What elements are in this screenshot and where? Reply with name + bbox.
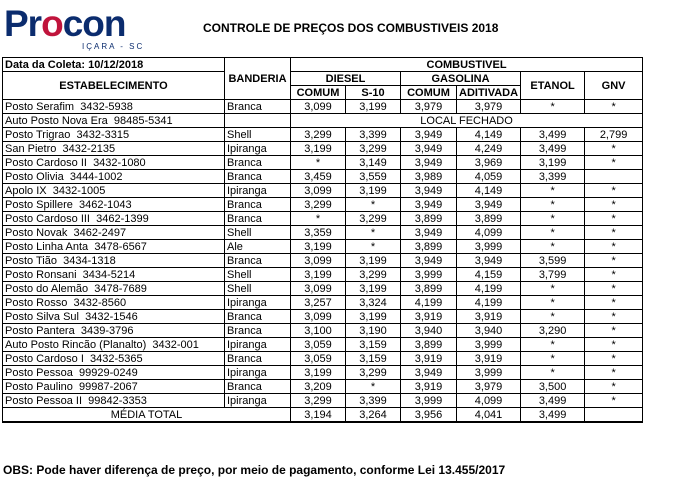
station-cell — [3, 142, 225, 156]
gasolina-comum-cell: 3,949 — [401, 254, 457, 268]
gnv-cell: * — [585, 380, 643, 394]
gasolina-aditivada-cell: 3,979 — [457, 380, 521, 394]
station-cell — [3, 226, 225, 240]
total-etanol: 3,499 — [521, 408, 585, 423]
date-label: Data da Coleta: 10/12/2018 — [3, 58, 225, 72]
station-name: Posto Spillere — [5, 198, 73, 211]
bandeira-cell: Branca — [225, 254, 291, 268]
table-row — [3, 352, 643, 366]
gnv-cell: * — [585, 156, 643, 170]
header-diesel-s10: S-10 — [346, 86, 401, 100]
station-cell — [3, 380, 225, 394]
diesel-s10-cell: 3,149 — [346, 156, 401, 170]
station-name: Posto Cardoso II — [5, 156, 87, 169]
gasolina-comum-cell: 3,899 — [401, 240, 457, 254]
station-cell — [3, 114, 225, 128]
diesel-comum-cell: 3,459 — [291, 170, 346, 184]
diesel-comum-cell: 3,099 — [291, 310, 346, 324]
gasolina-aditivada-cell: 3,899 — [457, 212, 521, 226]
station-phone: 3478-6567 — [94, 240, 147, 253]
diesel-s10-cell: 3,299 — [346, 268, 401, 282]
bandeira-cell: Shell — [225, 268, 291, 282]
bandeira-cell: Ipiranga — [225, 338, 291, 352]
table-row — [3, 366, 643, 380]
diesel-comum-cell: 3,099 — [291, 254, 346, 268]
gnv-cell: * — [585, 324, 643, 338]
etanol-cell: 3,399 — [521, 170, 585, 184]
diesel-s10-cell: 3,199 — [346, 100, 401, 114]
station-name: Posto Tião — [5, 254, 57, 267]
diesel-comum-cell: 3,199 — [291, 268, 346, 282]
etanol-cell: * — [521, 310, 585, 324]
station-name: Posto Silva Sul — [5, 310, 79, 323]
gasolina-aditivada-cell: 4,059 — [457, 170, 521, 184]
station-cell — [3, 198, 225, 212]
station-phone: 3434-5214 — [82, 268, 136, 281]
station-cell — [3, 352, 225, 366]
bandeira-cell: Ipiranga — [225, 296, 291, 310]
station-name: Posto Cardoso III — [5, 212, 90, 225]
header-etanol: ETANOL — [521, 72, 585, 100]
diesel-s10-cell: 3,159 — [346, 352, 401, 366]
station-phone: 3432-8560 — [73, 296, 127, 309]
gasolina-comum-cell: 3,919 — [401, 352, 457, 366]
gnv-cell: 2,799 — [585, 128, 643, 142]
etanol-cell: 3,500 — [521, 380, 585, 394]
diesel-comum-cell: 3,199 — [291, 142, 346, 156]
table-row — [3, 324, 643, 338]
total-gnv — [585, 408, 643, 423]
gasolina-aditivada-cell: 4,159 — [457, 268, 521, 282]
gasolina-aditivada-cell: 4,249 — [457, 142, 521, 156]
station-name: Posto Pantera — [5, 324, 75, 337]
gasolina-aditivada-cell: 3,919 — [457, 310, 521, 324]
table-row — [3, 268, 643, 282]
bandeira-cell: Branca — [225, 156, 291, 170]
diesel-comum-cell: 3,099 — [291, 184, 346, 198]
gasolina-comum-cell: 3,899 — [401, 338, 457, 352]
gnv-cell: * — [585, 268, 643, 282]
price-table — [2, 57, 643, 423]
header-estabelecimento: ESTABELECIMENTO — [3, 72, 225, 100]
header-diesel: DIESEL — [291, 72, 401, 86]
bandeira-cell: Ale — [225, 240, 291, 254]
station-name: Posto Serafim — [5, 100, 75, 113]
footer-note: OBS: Pode haver diferença de preço, por meio de pagamento, conforme Lei 13.455/2017 — [3, 463, 506, 477]
diesel-comum-cell: 3,359 — [291, 226, 346, 240]
table-row — [3, 114, 643, 128]
bandeira-cell: Shell — [225, 226, 291, 240]
diesel-comum-cell: 3,099 — [291, 282, 346, 296]
station-phone: 98485-5341 — [113, 114, 173, 127]
gnv-cell: * — [585, 100, 643, 114]
bandeira-cell: Branca — [225, 100, 291, 114]
station-name: Posto Paulino — [5, 380, 73, 393]
gnv-cell: * — [585, 226, 643, 240]
logo-heart-o: o — [41, 3, 63, 44]
station-cell — [3, 254, 225, 268]
page-header — [0, 0, 682, 57]
gnv-cell: * — [585, 198, 643, 212]
bandeira-cell — [225, 114, 291, 128]
table-row — [3, 282, 643, 296]
etanol-cell: * — [521, 240, 585, 254]
header-gasolina-aditivada: ADITIVADA — [457, 86, 521, 100]
etanol-cell: * — [521, 184, 585, 198]
station-cell — [3, 240, 225, 254]
diesel-comum-cell: 3,299 — [291, 394, 346, 408]
gasolina-comum-cell: 3,949 — [401, 184, 457, 198]
diesel-comum-cell: 3,209 — [291, 380, 346, 394]
gasolina-aditivada-cell: 4,199 — [457, 296, 521, 310]
station-phone: 3462-2497 — [73, 226, 127, 239]
table-row — [3, 128, 643, 142]
diesel-comum-cell: 3,059 — [291, 352, 346, 366]
station-cell — [3, 394, 225, 408]
gasolina-comum-cell: 4,199 — [401, 296, 457, 310]
station-phone: 3432-3315 — [76, 128, 130, 141]
bandeira-cell: Branca — [225, 170, 291, 184]
diesel-s10-cell: 3,559 — [346, 170, 401, 184]
diesel-comum-cell: 3,257 — [291, 296, 346, 310]
station-cell — [3, 184, 225, 198]
table-row — [3, 212, 643, 226]
procon-logo — [4, 2, 154, 54]
diesel-comum-cell: * — [291, 156, 346, 170]
total-gasolina-aditivada: 4,041 — [457, 408, 521, 423]
station-cell — [3, 282, 225, 296]
bandeira-cell: Ipiranga — [225, 142, 291, 156]
gasolina-aditivada-cell: 4,099 — [457, 226, 521, 240]
etanol-cell: 3,799 — [521, 268, 585, 282]
gasolina-comum-cell: 3,949 — [401, 156, 457, 170]
diesel-s10-cell: * — [346, 380, 401, 394]
station-phone: 3432-1546 — [85, 310, 138, 323]
diesel-s10-cell: * — [346, 240, 401, 254]
header-gasolina: GASOLINA — [401, 72, 521, 86]
station-cell — [3, 170, 225, 184]
total-diesel-s10: 3,264 — [346, 408, 401, 423]
etanol-cell: * — [521, 282, 585, 296]
etanol-cell: * — [521, 226, 585, 240]
diesel-s10-cell: 3,199 — [346, 282, 401, 296]
diesel-s10-cell: * — [346, 198, 401, 212]
gasolina-aditivada-cell: 4,199 — [457, 282, 521, 296]
table-row — [3, 142, 643, 156]
logo-subtitle: IÇARA - SC — [82, 42, 145, 51]
bandeira-cell: Branca — [225, 198, 291, 212]
station-name: Posto Pessoa II — [5, 394, 83, 407]
gasolina-comum-cell: 3,999 — [401, 394, 457, 408]
gasolina-comum-cell: 3,949 — [401, 366, 457, 380]
station-phone: 3432-1005 — [52, 184, 106, 197]
gnv-cell: * — [585, 142, 643, 156]
gasolina-comum-cell: 3,979 — [401, 100, 457, 114]
gasolina-comum-cell: 3,899 — [401, 282, 457, 296]
gnv-cell: * — [585, 338, 643, 352]
diesel-comum-cell: 3,299 — [291, 198, 346, 212]
diesel-s10-cell: 3,299 — [346, 142, 401, 156]
table-row — [3, 226, 643, 240]
gnv-cell: * — [585, 240, 643, 254]
etanol-cell: 3,599 — [521, 254, 585, 268]
diesel-comum-cell: 3,299 — [291, 128, 346, 142]
gnv-cell: * — [585, 282, 643, 296]
diesel-s10-cell: 3,324 — [346, 296, 401, 310]
station-name: San Pietro — [5, 142, 57, 155]
header-combustivel: COMBUSTIVEL — [291, 58, 643, 72]
station-cell — [3, 100, 225, 114]
etanol-cell: * — [521, 212, 585, 226]
station-name: Posto do Alemão — [5, 282, 89, 295]
gasolina-aditivada-cell: 4,149 — [457, 184, 521, 198]
closed-cell: LOCAL FECHADO — [291, 114, 643, 128]
gasolina-comum-cell: 3,949 — [401, 128, 457, 142]
diesel-s10-cell: 3,199 — [346, 184, 401, 198]
diesel-s10-cell: 3,299 — [346, 212, 401, 226]
gasolina-comum-cell: 3,989 — [401, 170, 457, 184]
gnv-cell: * — [585, 352, 643, 366]
etanol-cell: 3,199 — [521, 156, 585, 170]
table-row — [3, 296, 643, 310]
gasolina-aditivada-cell: 3,940 — [457, 324, 521, 338]
etanol-cell: * — [521, 100, 585, 114]
diesel-s10-cell: 3,399 — [346, 128, 401, 142]
station-name: Posto Linha Anta — [5, 240, 89, 253]
gnv-cell — [585, 170, 643, 184]
diesel-s10-cell: 3,299 — [346, 366, 401, 380]
etanol-cell: 3,499 — [521, 142, 585, 156]
logo-wordmark: Procon — [4, 3, 126, 44]
table-row — [3, 198, 643, 212]
station-cell — [3, 212, 225, 226]
station-name: Posto Ronsani — [5, 268, 77, 281]
station-name: Posto Pessoa — [5, 366, 73, 379]
etanol-cell: * — [521, 198, 585, 212]
station-phone: 3478-7689 — [94, 282, 147, 295]
etanol-cell: 3,499 — [521, 128, 585, 142]
total-gasolina-comum: 3,956 — [401, 408, 457, 423]
station-name: Apolo IX — [5, 184, 47, 197]
gasolina-comum-cell: 3,999 — [401, 268, 457, 282]
gasolina-comum-cell: 3,899 — [401, 212, 457, 226]
station-phone: 3444-1002 — [69, 170, 123, 183]
diesel-s10-cell: 3,199 — [346, 254, 401, 268]
bandeira-cell: Shell — [225, 128, 291, 142]
etanol-cell: 3,499 — [521, 394, 585, 408]
station-name: Posto Trigrao — [5, 128, 71, 141]
station-name: Auto Posto Nova Era — [5, 114, 108, 127]
station-phone: 3432-001 — [152, 338, 199, 351]
table-row — [3, 100, 643, 114]
station-name: Posto Olivia — [5, 170, 64, 183]
total-row — [3, 408, 643, 423]
table-row — [3, 170, 643, 184]
gnv-cell: * — [585, 212, 643, 226]
station-phone: 3462-1399 — [96, 212, 149, 225]
diesel-s10-cell: 3,159 — [346, 338, 401, 352]
table-row — [3, 254, 643, 268]
bandeira-cell: Ipiranga — [225, 394, 291, 408]
table-row — [3, 394, 643, 408]
bandeira-cell: Branca — [225, 324, 291, 338]
diesel-s10-cell: * — [346, 226, 401, 240]
gasolina-comum-cell: 3,949 — [401, 198, 457, 212]
etanol-cell: 3,290 — [521, 324, 585, 338]
station-name: Posto Rosso — [5, 296, 68, 309]
station-phone: 3462-1043 — [79, 198, 132, 211]
station-cell — [3, 310, 225, 324]
bandeira-cell: Branca — [225, 212, 291, 226]
diesel-comum-cell: 3,059 — [291, 338, 346, 352]
bandeira-cell: Ipiranga — [225, 184, 291, 198]
station-cell — [3, 156, 225, 170]
gnv-cell: * — [585, 184, 643, 198]
total-label: MÉDIA TOTAL — [3, 408, 291, 423]
etanol-cell: * — [521, 338, 585, 352]
bandeira-cell: Ipiranga — [225, 366, 291, 380]
gasolina-aditivada-cell: 3,949 — [457, 198, 521, 212]
diesel-comum-cell: 3,099 — [291, 100, 346, 114]
gasolina-aditivada-cell: 4,099 — [457, 394, 521, 408]
station-cell — [3, 268, 225, 282]
gasolina-aditivada-cell: 3,999 — [457, 240, 521, 254]
table-row — [3, 310, 643, 324]
station-phone: 99842-3353 — [88, 394, 147, 407]
gasolina-aditivada-cell: 3,919 — [457, 352, 521, 366]
gnv-cell: * — [585, 366, 643, 380]
gasolina-aditivada-cell: 3,999 — [457, 366, 521, 380]
bandeira-cell: Branca — [225, 380, 291, 394]
station-cell — [3, 296, 225, 310]
station-phone: 3434-1318 — [63, 254, 116, 267]
diesel-s10-cell: 3,190 — [346, 324, 401, 338]
diesel-comum-cell: 3,100 — [291, 324, 346, 338]
gasolina-aditivada-cell: 3,999 — [457, 338, 521, 352]
gasolina-aditivada-cell: 3,969 — [457, 156, 521, 170]
diesel-s10-cell: 3,199 — [346, 310, 401, 324]
gasolina-comum-cell: 3,940 — [401, 324, 457, 338]
station-phone: 3439-3796 — [80, 324, 134, 337]
table-row — [3, 156, 643, 170]
station-phone: 99929-0249 — [79, 366, 138, 379]
station-cell — [3, 128, 225, 142]
station-phone: 3432-1080 — [93, 156, 146, 169]
station-cell — [3, 324, 225, 338]
gasolina-comum-cell: 3,919 — [401, 310, 457, 324]
diesel-comum-cell: * — [291, 212, 346, 226]
header-diesel-comum: COMUM — [291, 86, 346, 100]
page-title: CONTROLE DE PREÇOS DOS COMBUSTIVEIS 2018 — [203, 21, 499, 35]
station-cell — [3, 366, 225, 380]
table-row — [3, 184, 643, 198]
diesel-comum-cell: 3,199 — [291, 366, 346, 380]
station-cell — [3, 338, 225, 352]
station-name: Posto Cardoso I — [5, 352, 84, 365]
table-row — [3, 380, 643, 394]
header-gnv: GNV — [585, 72, 643, 100]
etanol-cell: * — [521, 366, 585, 380]
diesel-comum-cell: 3,199 — [291, 240, 346, 254]
gnv-cell: * — [585, 310, 643, 324]
gnv-cell: * — [585, 296, 643, 310]
station-name: Auto Posto Rincão (Planalto) — [5, 338, 147, 351]
gasolina-comum-cell: 3,949 — [401, 226, 457, 240]
etanol-cell: * — [521, 352, 585, 366]
gasolina-comum-cell: 3,919 — [401, 380, 457, 394]
header-bandeira: BANDERIA — [225, 58, 291, 100]
gasolina-aditivada-cell: 3,949 — [457, 254, 521, 268]
diesel-s10-cell: 3,399 — [346, 394, 401, 408]
gnv-cell: * — [585, 394, 643, 408]
table-row — [3, 240, 643, 254]
station-phone: 3432-5365 — [90, 352, 143, 365]
gasolina-aditivada-cell: 4,149 — [457, 128, 521, 142]
header-gasolina-comum: COMUM — [401, 86, 457, 100]
gasolina-comum-cell: 3,949 — [401, 142, 457, 156]
bandeira-cell: Branca — [225, 352, 291, 366]
station-phone: 3432-2135 — [62, 142, 116, 155]
total-diesel-comum: 3,194 — [291, 408, 346, 423]
bandeira-cell: Branca — [225, 310, 291, 324]
table-row — [3, 338, 643, 352]
gasolina-aditivada-cell: 3,979 — [457, 100, 521, 114]
station-phone: 3432-5938 — [80, 100, 133, 113]
bandeira-cell: Shell — [225, 282, 291, 296]
gnv-cell: * — [585, 254, 643, 268]
station-phone: 99987-2067 — [79, 380, 138, 393]
etanol-cell: * — [521, 296, 585, 310]
station-name: Posto Novak — [5, 226, 68, 239]
